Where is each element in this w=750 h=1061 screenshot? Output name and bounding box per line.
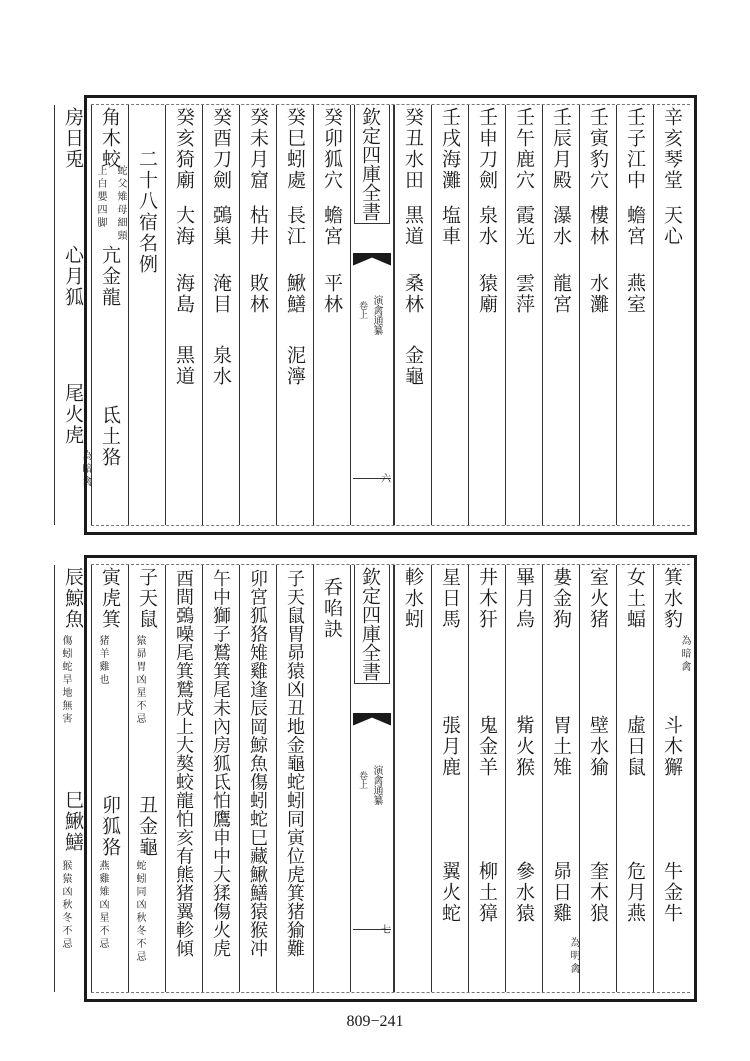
text-column bbox=[54, 105, 91, 525]
column-text: 危月燕 bbox=[624, 861, 646, 924]
annotation-note: 猿昴胃凶星不忌 bbox=[134, 635, 145, 726]
column-text: 塩車 bbox=[439, 205, 461, 247]
column-text: 猿廟 bbox=[476, 273, 498, 315]
column-text: 女土蝠 bbox=[624, 567, 646, 630]
column-text: 辛亥琴堂 bbox=[661, 107, 683, 191]
verse-column bbox=[239, 565, 276, 992]
text-column bbox=[579, 565, 616, 992]
column-text: 雲萍 bbox=[513, 273, 535, 315]
column-text: 牛金牛 bbox=[661, 861, 683, 924]
column-text: 子天鼠 bbox=[136, 567, 158, 630]
text-column bbox=[54, 565, 91, 992]
volume-label: 卷上 bbox=[357, 771, 367, 789]
column-text: 昴日雞 bbox=[550, 861, 572, 924]
column-text: 癸亥猗廟 bbox=[173, 107, 195, 191]
annotation-note: 猪羊雞也 bbox=[97, 635, 108, 687]
text-column bbox=[431, 105, 468, 525]
text-column bbox=[579, 105, 616, 525]
verse-text: 卯宮狐狢雉雞逢辰岡鯨魚傷蚓蛇巳藏鰍鱔猿猴冲 bbox=[247, 569, 268, 958]
column-text: 蟾宮 bbox=[624, 205, 646, 247]
column-text: 觜火猴 bbox=[513, 715, 535, 778]
column-text: 癸酉刀劍 bbox=[210, 107, 232, 191]
annotation-note: 蛇蚓同凶秋冬不忌 bbox=[134, 860, 145, 964]
collection-title: 欽定四庫全書 bbox=[354, 565, 390, 684]
text-column bbox=[128, 565, 165, 992]
annotation-note: 蛇父雉母細頸 bbox=[115, 165, 126, 243]
annotation-note: 傷蚓蛇旱地無害 bbox=[60, 635, 71, 726]
section-heading-column bbox=[128, 105, 165, 525]
column-text: 枯井 bbox=[247, 205, 269, 247]
column-text: 星日馬 bbox=[439, 567, 461, 630]
column-text: 奎木狼 bbox=[587, 861, 609, 924]
column-text: 長江 bbox=[284, 205, 306, 247]
column-text: 鵶巢 bbox=[210, 205, 232, 247]
column-text: 平林 bbox=[321, 273, 343, 315]
text-column bbox=[276, 105, 313, 525]
column-text: 壁水㺄 bbox=[587, 715, 609, 778]
fish-tail-mark-icon bbox=[353, 713, 391, 739]
column-text: 癸未月窟 bbox=[247, 107, 269, 191]
lower-page bbox=[60, 555, 697, 1002]
column-text: 泥濘 bbox=[284, 345, 306, 387]
spine-ribbon bbox=[350, 105, 394, 525]
column-text: 參水猿 bbox=[513, 861, 535, 924]
column-text: 癸卯狐穴 bbox=[321, 107, 343, 191]
fish-tail-mark-icon bbox=[353, 253, 391, 279]
column-text: 大海 bbox=[173, 205, 195, 247]
column-text: 鰍鱔 bbox=[284, 273, 306, 315]
column-text: 金龜 bbox=[402, 345, 424, 387]
verse-text: 子天鼠胃昴猿凶丑地金龜蛇蚓同寅位虎箕猪㺄難 bbox=[284, 569, 305, 958]
column-text: 房日兎 bbox=[62, 107, 84, 170]
column-text: 卯狐狢 bbox=[99, 795, 121, 858]
collection-title: 欽定四庫全書 bbox=[354, 105, 390, 224]
text-column bbox=[616, 565, 653, 992]
column-text: 井木犴 bbox=[476, 567, 498, 630]
column-text: 張月鹿 bbox=[439, 715, 461, 778]
column-text: 壬寅豹穴 bbox=[587, 107, 609, 191]
column-text: 黒道 bbox=[173, 345, 195, 387]
column-text: 天心 bbox=[661, 205, 683, 247]
book-subtitle: 演禽通纂 bbox=[371, 295, 382, 335]
annotation-note: 為暗禽 bbox=[80, 450, 91, 489]
column-text: 泉水 bbox=[210, 345, 232, 387]
upper-page-columns bbox=[62, 104, 690, 526]
text-column bbox=[653, 565, 690, 992]
text-column bbox=[239, 105, 276, 525]
text-column bbox=[394, 565, 431, 992]
text-column bbox=[542, 105, 579, 525]
annotation-note: 上白嬰四脚 bbox=[95, 165, 106, 230]
verse-column bbox=[202, 565, 239, 992]
column-text: 寅虎箕 bbox=[99, 567, 121, 630]
column-text: 斗木獬 bbox=[661, 715, 683, 778]
column-text: 癸巳蚓處 bbox=[284, 107, 306, 191]
book-subtitle: 演禽通纂 bbox=[371, 765, 382, 805]
volume-label: 卷上 bbox=[357, 301, 367, 319]
column-text: 瀑水 bbox=[550, 205, 572, 247]
section-heading: 呑啗訣 bbox=[321, 577, 343, 640]
column-text: 桑林 bbox=[402, 273, 424, 315]
text-column bbox=[468, 105, 505, 525]
annotation-note: 燕雞雉凶星不忌 bbox=[97, 860, 108, 951]
column-text: 海島 bbox=[173, 273, 195, 315]
annotation-note: 猴猿凶秋冬不忌 bbox=[60, 860, 71, 951]
column-text: 泉水 bbox=[476, 205, 498, 247]
column-text: 心月狐 bbox=[62, 245, 84, 308]
page-reference: 809−241 bbox=[346, 1013, 404, 1030]
text-column bbox=[91, 565, 128, 992]
text-column bbox=[616, 105, 653, 525]
column-text: 霞光 bbox=[513, 205, 535, 247]
column-text: 蟾宮 bbox=[321, 205, 343, 247]
text-column bbox=[91, 105, 128, 525]
text-column bbox=[313, 105, 350, 525]
column-text: 壬申刀劍 bbox=[476, 107, 498, 191]
column-text: 敗林 bbox=[247, 273, 269, 315]
lower-page-columns bbox=[60, 564, 690, 993]
annotation-note: 為暗禽 bbox=[679, 635, 690, 674]
section-heading: 二十八宿名例 bbox=[136, 149, 158, 275]
column-text: 軫水蚓 bbox=[402, 567, 424, 630]
text-column bbox=[394, 105, 431, 525]
column-text: 黒道 bbox=[402, 205, 424, 247]
column-text: 室火猪 bbox=[587, 567, 609, 630]
column-text: 丑金龜 bbox=[136, 795, 158, 858]
column-text: 角木蛟 bbox=[99, 107, 121, 170]
column-text: 箕水豹 bbox=[661, 567, 683, 630]
annotation-note: 為明禽 bbox=[568, 937, 579, 976]
text-column bbox=[468, 565, 505, 992]
verse-column bbox=[276, 565, 313, 992]
column-text: 壬子江中 bbox=[624, 107, 646, 191]
text-column bbox=[505, 565, 542, 992]
text-column bbox=[653, 105, 690, 525]
column-text: 癸丑水田 bbox=[402, 107, 424, 191]
text-column bbox=[505, 105, 542, 525]
column-text: 淹目 bbox=[210, 273, 232, 315]
column-text: 樓林 bbox=[587, 205, 609, 247]
verse-text: 午中獅子鷲箕尾未內房狐氐怕鷹申中大猱傷火虎 bbox=[210, 569, 231, 958]
column-text: 水灘 bbox=[587, 273, 609, 315]
column-text: 辰鯨魚 bbox=[62, 567, 84, 630]
column-text: 亢金龍 bbox=[99, 245, 121, 308]
text-column bbox=[202, 105, 239, 525]
column-text: 尾火虎 bbox=[62, 383, 84, 446]
column-text: 氐土狢 bbox=[99, 405, 121, 468]
column-text: 巳鰍鱔 bbox=[62, 790, 84, 853]
column-text: 虛日鼠 bbox=[624, 715, 646, 778]
column-text: 畢月烏 bbox=[513, 567, 535, 630]
column-text: 鬼金羊 bbox=[476, 715, 498, 778]
verse-column bbox=[165, 565, 202, 992]
column-text: 壬戌海灘 bbox=[439, 107, 461, 191]
upper-page bbox=[62, 95, 697, 535]
column-text: 龍宮 bbox=[550, 273, 572, 315]
column-text: 胃土雉 bbox=[550, 715, 572, 778]
column-text: 燕室 bbox=[624, 273, 646, 315]
leaf-number: 七 bbox=[381, 925, 391, 936]
spine-ribbon bbox=[350, 565, 394, 992]
column-text: 柳土獐 bbox=[476, 861, 498, 924]
column-text: 壬辰月殿 bbox=[550, 107, 572, 191]
text-column bbox=[431, 565, 468, 992]
column-text: 婁金狗 bbox=[550, 567, 572, 630]
leaf-number: 六 bbox=[381, 474, 391, 485]
text-column bbox=[542, 565, 579, 992]
column-text: 翼火蛇 bbox=[439, 861, 461, 924]
section-heading-column bbox=[313, 565, 350, 992]
verse-text: 酉間鵶噪尾箕鷲戌上大獒蛟龍怕亥有熊猪翼軫傾 bbox=[173, 569, 194, 958]
text-column bbox=[165, 105, 202, 525]
column-text: 壬午鹿穴 bbox=[513, 107, 535, 191]
